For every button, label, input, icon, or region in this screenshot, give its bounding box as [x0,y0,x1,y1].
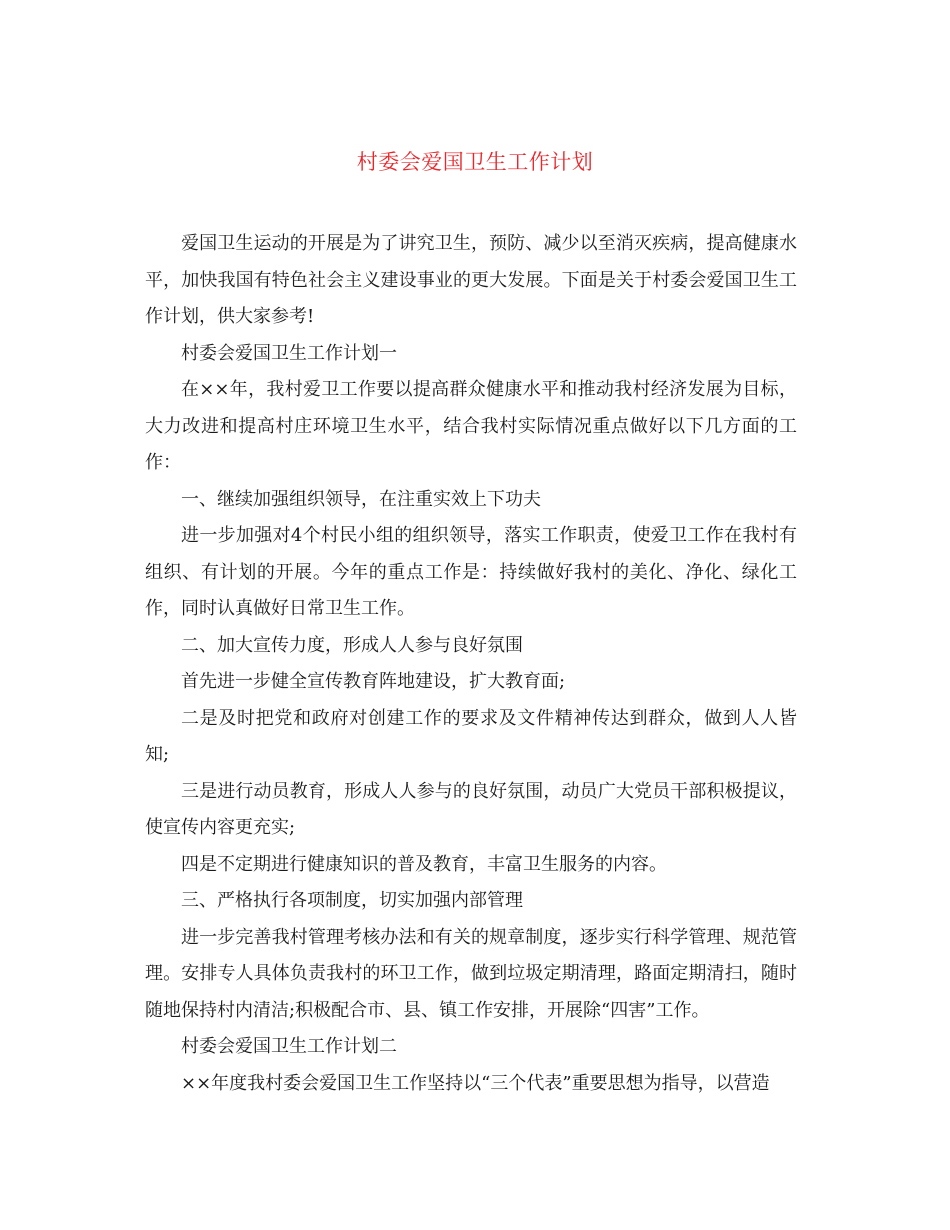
subsection-heading-1: 一、继续加强组织领导，在注重实效上下功夫 [181,488,541,510]
intro-paragraph: 爱国卫生运动的开展是为了讲究卫生，预防、减少以至消灭疾病，提高健康水平，加快我国有特色社会主义建设事业的更大发展。下面是关于村委会爱国卫生工作计划，供大家参考! [145,233,797,327]
body-paragraph: ××年度我村委会爱国卫生工作坚持以“三个代表”重要思想为指导，以营造 [181,1072,770,1094]
subsection-heading-3: 三、严格执行各项制度，切实加强内部管理 [181,890,523,911]
list-item: 三是进行动员教育，形成人人参与的良好氛围，动员广大党员干部积极提议，使宣传内容更充实; [145,780,797,838]
document-body [145,226,797,1102]
body-paragraph: 进一步加强对4个村民小组的组织领导，落实工作职责，使爱卫工作在我村有组织、有计划的开展。今年的重点工作是：持续做好我村的美化、净化、绿化工作，同时认真做好日常卫生工作。 [145,525,797,619]
list-item: 首先进一步健全宣传教育阵地建设，扩大教育面; [181,671,566,692]
document-title: 村委会爱国卫生工作计划 [356,150,594,174]
list-item: 二是及时把党和政府对创建工作的要求及文件精神传达到群众，做到人人皆知; [145,707,797,765]
body-paragraph: 在××年，我村爱卫工作要以提高群众健康水平和推动我村经济发展为目标，大力改进和提高村庄环境卫生水平，结合我村实际情况重点做好以下几方面的工作： [145,379,797,473]
section-heading-plan-one: 村委会爱国卫生工作计划一 [181,342,397,364]
section-heading-plan-two: 村委会爱国卫生工作计划二 [181,1036,397,1057]
list-item: 四是不定期进行健康知识的普及教育，丰富卫生服务的内容。 [181,853,667,875]
subsection-heading-2: 二、加大宣传力度，形成人人参与良好氛围 [181,634,523,656]
body-paragraph: 进一步完善我村管理考核办法和有关的规章制度，逐步实行科学管理、规范管理。安排专人具体负责我村的环卫工作，做到垃圾定期清理，路面定期清扫，随时随地保持村内清洁;积极配合市、县、镇工作安排，开展除“四害”工作。 [145,926,797,1021]
